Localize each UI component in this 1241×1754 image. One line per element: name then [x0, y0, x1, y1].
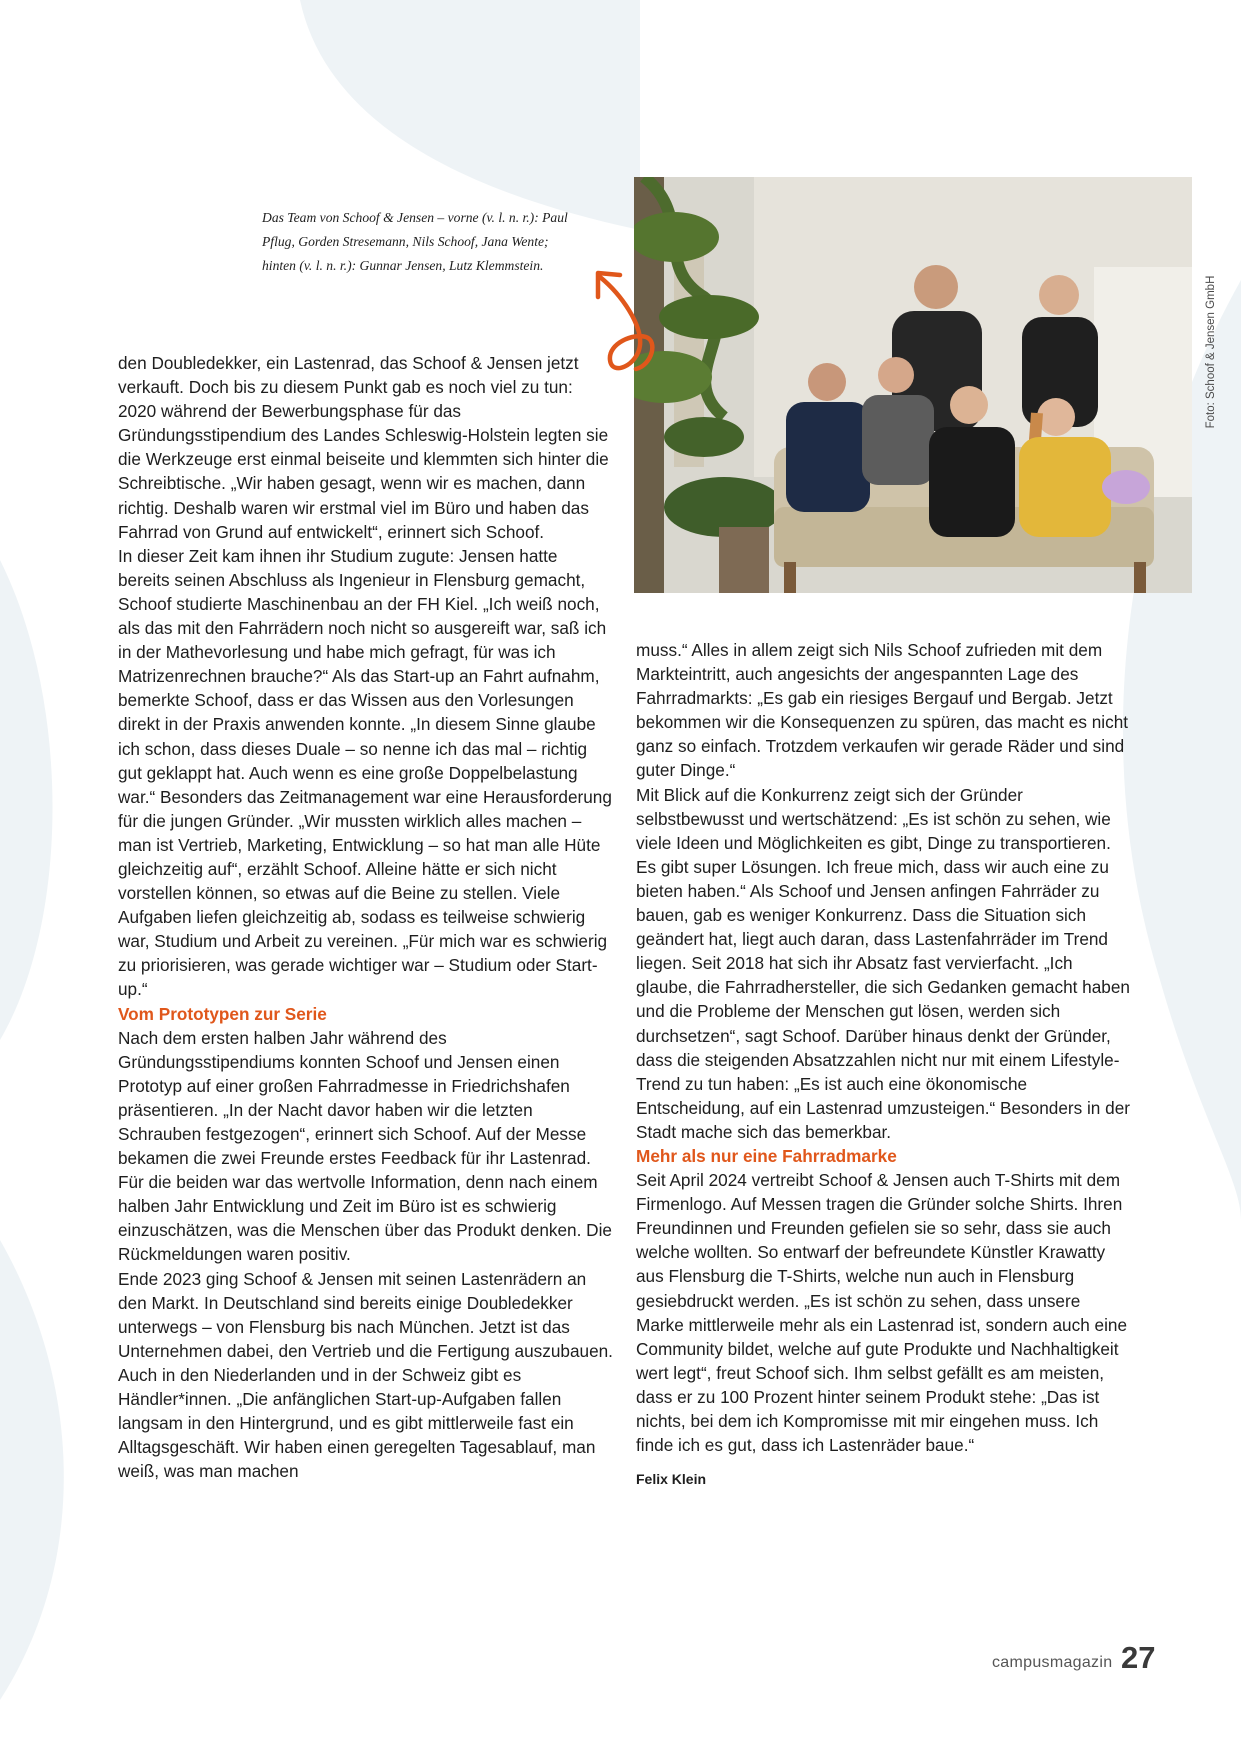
photo-credit: Foto: Schoof & Jensen GmbH: [1205, 275, 1217, 429]
magazine-name: campusmagazin: [992, 1654, 1113, 1671]
caption-line: hinten (v. l. n. r.): Gunnar Jensen, Lutz Klemmstein.: [262, 258, 544, 273]
photo-caption: [262, 206, 622, 278]
author-name: Felix Klein: [636, 1471, 707, 1488]
body-paragraph: Ende 2023 ging Schoof & Jensen mit seinen Lastenrädern an den Markt. In Deutschland sind bereits einige Doubledekker unterwegs – von Flensburg bis nach München. Jetzt ist das Unternehmen dabei, den Vertrieb und die Fertigung auszubauen. Auch in den Niederlanden und in der Schweiz gibt es Händler*innen. „Die anfänglichen Start-up-Aufgaben fallen langsam in den Hintergrund, und es gibt mittlerweile fast ein Alltagsgeschäft. Wir haben einen geregelten Tagesablauf, man weiß, was man machen: [118, 1268, 613, 1482]
section-heading: Mehr als nur eine Fahrradmarke: [636, 1145, 897, 1166]
page-number: 27: [1121, 1640, 1156, 1675]
body-paragraph: Mit Blick auf die Konkurrenz zeigt sich der Gründer selbstbewusst und wertschätzend: „Es ist schön zu sehen, wie viele Ideen und Möglichkeiten es gibt, Dinge zu transportieren. Es gibt super Lösungen. Ich freue mich, dass wir auch eine zu bieten haben.“ Als Schoof und Jensen anfingen Fahrräder zu bauen, gab es weniger Konkurrenz. Dass die Situation sich geändert hat, liegt auch daran, dass Lastenfahrräder im Trend liegen. Seit 2018 hat sich ihr Absatz fast vervierfacht. „Ich glaube, die Fahrradhersteller, die sich Gedanken gemacht haben und die Probleme der Menschen gut lösen, werden sich durchsetzen“, sagt Schoof. Darüber hinaus denkt der Gründer, dass die steigenden Absatzzahlen nicht nur mit einem Lifestyle-Trend zu tun haben: „Es ist auch eine ökonomische Entscheidung, auf ein Lastenrad umzusteigen.“ Besonders in der Stadt mache sich das bemerkbar.: [636, 784, 1130, 1142]
article-right-column: [636, 638, 1131, 1491]
caption-line: Das Team von Schoof & Jensen – vorne (v. l. n. r.): Paul: [262, 210, 568, 225]
body-paragraph: Nach dem ersten halben Jahr während des Gründungsstipendiums konnten Schoof und Jensen einen Prototyp auf einer großen Fahrradmesse in Friedrichshafen präsentieren. „In der Nacht davor haben wir die letzten Schrauben festgezogen“, erinnert sich Schoof. Auf der Messe bekamen die zwei Freunde erstes Feedback für ihr Lastenrad. Für die beiden war das wertvolle Information, denn nach einem halben Jahr Entwicklung und Zeit im Büro ist es schwierig einzuschätzen, was die Menschen über das Produkt denken. Die Rückmeldungen waren positiv.: [118, 1027, 612, 1265]
article-left-column: [118, 351, 613, 1483]
body-paragraph: den Doubledekker, ein Lastenrad, das Schoof & Jensen jetzt verkauft. Doch bis zu diesem Punkt gab es noch viel zu tun: 2020 während der Bewerbungsphase für das Gründungsstipendium des Landes Schleswig-Holstein legten sie die Werkzeuge erst einmal beiseite und klemmten sich hinter die Schreibtische. „Wir haben gesagt, wenn wir es machen, dann richtig. Deshalb waren wir erstmal viel im Büro und haben das Fahrrad von Grund auf entwickelt“, erinnert sich Schoof.: [118, 353, 609, 542]
body-paragraph: Seit April 2024 vertreibt Schoof & Jensen auch T-Shirts mit dem Firmenlogo. Auf Messen tragen die Gründer solche Shirts. Ihren Freundinnen und Freunden gefielen sie so sehr, dass sie auch welche wollten. So entwarf der befreundete Künstler Krawatty aus Flensburg die T-Shirts, welche nun auch in Flensburg gesiebdruckt werden. „Es ist schön zu sehen, dass unsere Marke mittlerweile mehr als ein Lastenrad ist, sondern auch eine Community bildet, welche auf gute Produkte und Nachhaltigkeit wert legt“, freut Schoof sich. Ihm selbst gefällt es am meisten, dass er zu 100 Prozent hinter seinem Produkt stehe: „Das ist nichts, bei dem ich Kompromisse mit mir eingehen muss. Ich finde ich es gut, dass ich Lastenräder baue.“: [636, 1170, 1128, 1456]
body-paragraph: In dieser Zeit kam ihnen ihr Studium zugute: Jensen hatte bereits seinen Abschluss als Ingenieur in Flensburg gemacht, Schoof studierte Maschinenbau an der FH Kiel. „Ich weiß noch, als das mit den Fahrrädern noch nicht so ausgereift war, saß ich in der Mathevorlesung und habe mich gefragt, für was ich Matrizenrechnen brauche?“ Als das Start-up an Fahrt aufnahm, bemerkte Schoof, dass er das Wissen aus den Vorlesungen direkt in der Praxis anwenden konnte. „In diesem Sinne glaube ich schon, dass dieses Duale – so nenne ich das mal – richtig gut geklappt hat. Auch wenn es eine große Doppelbelastung war.“ Besonders das Zeitmanagement war eine Herausforderung für die jungen Gründer. „Wir mussten wirklich alles machen – man ist Vertrieb, Marketing, Entwicklung – so hat man alle Hüte gleichzeitig auf“, erzählt Schoof. Alleine hätte er sich nicht vorstellen können, so etwas auf die Beine zu stellen. Viele Aufgaben liefen gleichzeitig ab, sodass es teilweise schwierig war, Studium und Arbeit zu vereinen. „Für mich war es schwierig zu priorisieren, was gerade wichtiger war – Studium oder Start-up.“: [118, 545, 612, 1000]
orange-arrow-icon: [592, 265, 672, 395]
caption-line: Pflug, Gorden Stresemann, Nils Schoof, Jana Wente;: [262, 234, 549, 249]
body-paragraph: muss.“ Alles in allem zeigt sich Nils Schoof zufrieden mit dem Markteintritt, auch angesichts der angespannten Lage des Fahrradmarkts: „Es gab ein riesiges Bergauf und Bergab. Jetzt bekommen wir die Konsequenzen zu spüren, das macht es nicht ganz so einfach. Trotzdem verkaufen wir gerade Räder und sind guter Dinge.“: [636, 640, 1129, 781]
team-photo: [634, 177, 1192, 593]
section-heading: Vom Prototypen zur Serie: [118, 1003, 327, 1024]
